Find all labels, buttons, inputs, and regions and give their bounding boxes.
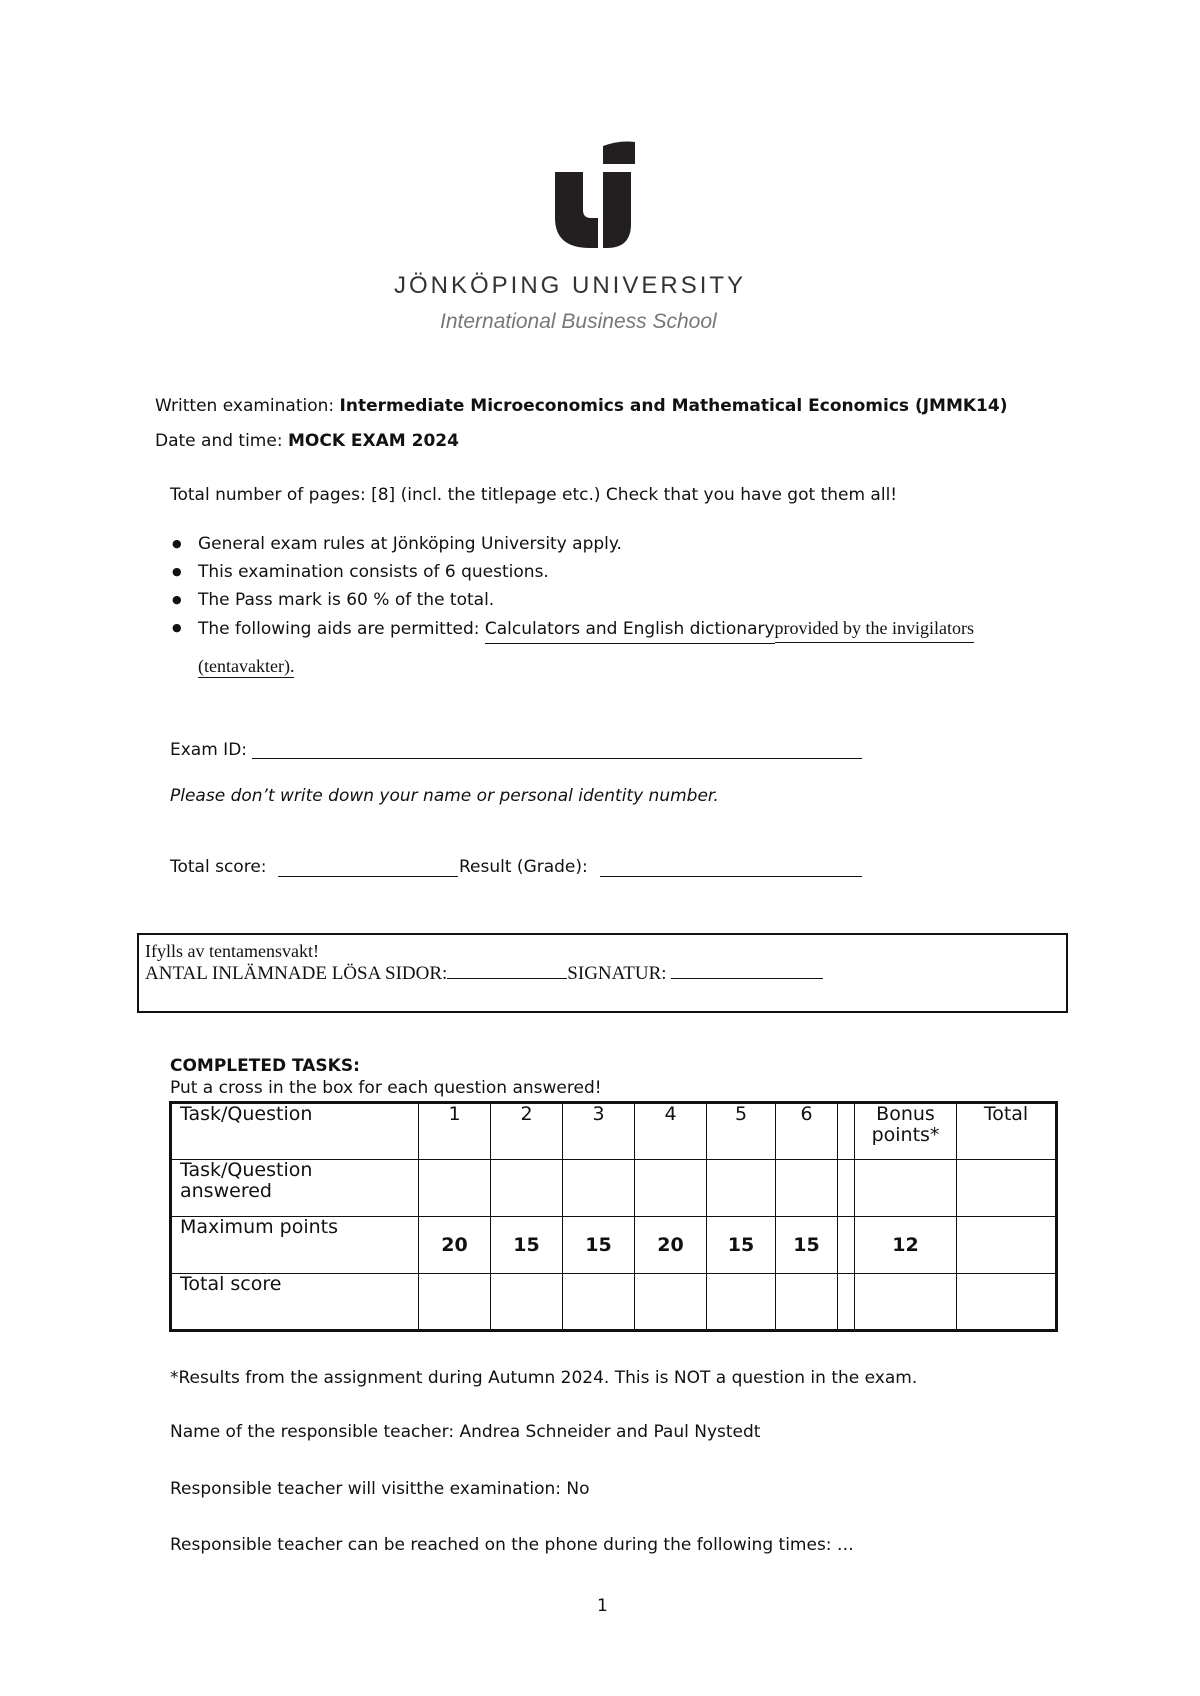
header-q3: 3 [563, 1103, 635, 1160]
rule-item: ● General exam rules at Jönköping University apply. [170, 530, 974, 558]
teacher-phone: Responsible teacher can be reached on the phone during the following times: … [170, 1535, 854, 1555]
spacer-cell [838, 1160, 855, 1217]
score-cell[interactable] [635, 1274, 707, 1331]
invigilator-note: Ifylls av tentamensvakt! [145, 941, 319, 961]
answered-cell[interactable] [957, 1160, 1057, 1217]
loose-pages-label: ANTAL INLÄMNADE LÖSA SIDOR: [145, 963, 448, 984]
score-cell[interactable] [563, 1274, 635, 1331]
completed-tasks-table [169, 1101, 1058, 1332]
exam-title-line [155, 396, 1008, 416]
university-logo-icon [555, 140, 640, 250]
table-row [171, 1103, 1057, 1160]
total-score-label: Total score: [170, 857, 267, 877]
pages-suffix: (incl. the titlepage etc.) Check that you have got them all! [395, 485, 898, 505]
max-q5: 15 [707, 1217, 776, 1274]
loose-pages-field[interactable] [447, 978, 567, 979]
signature-label: SIGNATUR: [567, 963, 672, 984]
aids-part2: provided by the invigilators [775, 614, 974, 643]
answered-cell[interactable] [776, 1160, 838, 1217]
answered-cell[interactable] [855, 1160, 957, 1217]
aids-part1: Calculators and English dictionary [485, 615, 775, 644]
invigilator-box [137, 933, 1068, 1013]
page-number: 1 [597, 1596, 608, 1616]
teacher-visit: Responsible teacher will visitthe examination: No [170, 1479, 590, 1499]
completed-tasks-instruction: Put a cross in the box for each question answered! [170, 1078, 602, 1098]
answered-cell[interactable] [707, 1160, 776, 1217]
rule-item: ● The Pass mark is 60 % of the total. [170, 586, 974, 614]
max-q6: 15 [776, 1217, 838, 1274]
university-name: JÖNKÖPING UNIVERSITY [394, 272, 747, 299]
pages-prefix: Total number of pages: [170, 485, 372, 505]
max-bonus: 12 [855, 1217, 957, 1274]
max-total [957, 1217, 1057, 1274]
score-cell[interactable] [855, 1274, 957, 1331]
spacer-cell [838, 1217, 855, 1274]
max-q3: 15 [563, 1217, 635, 1274]
header-q5: 5 [707, 1103, 776, 1160]
answered-cell[interactable] [635, 1160, 707, 1217]
header-q2: 2 [491, 1103, 563, 1160]
completed-tasks-heading: COMPLETED TASKS: [170, 1056, 360, 1076]
responsible-teacher: Name of the responsible teacher: Andrea Schneider and Paul Nystedt [170, 1422, 761, 1442]
pages-value: [8] [371, 485, 396, 505]
signature-field[interactable] [671, 978, 823, 979]
header-total: Total [957, 1103, 1057, 1160]
aids-part3: (tentavakter). [198, 656, 295, 676]
total-score-field[interactable] [278, 876, 458, 877]
date-value: MOCK EXAM 2024 [287, 431, 459, 451]
rule-item-aids [170, 614, 974, 642]
answered-cell[interactable] [563, 1160, 635, 1217]
exam-label: Written examination: [155, 396, 340, 416]
header-q1: 1 [419, 1103, 491, 1160]
max-q4: 20 [635, 1217, 707, 1274]
answered-cell[interactable] [419, 1160, 491, 1217]
table-row [171, 1274, 1057, 1331]
row-label-answered: Task/Question answered [171, 1160, 419, 1217]
header-q4: 4 [635, 1103, 707, 1160]
header-task-question: Task/Question [171, 1103, 419, 1160]
result-field[interactable] [600, 876, 862, 877]
table-row [171, 1217, 1057, 1274]
invigilator-fields [145, 963, 823, 985]
bonus-note: *Results from the assignment during Autumn 2024. This is NOT a question in the exam. [170, 1368, 918, 1388]
header-bonus: Bonus points* [855, 1103, 957, 1160]
aids-part3-line [198, 656, 294, 678]
row-label-max: Maximum points [171, 1217, 419, 1274]
score-cell[interactable] [419, 1274, 491, 1331]
score-cell[interactable] [491, 1274, 563, 1331]
rule-item: ● This examination consists of 6 questions. [170, 558, 974, 586]
max-q1: 20 [419, 1217, 491, 1274]
pages-line [170, 485, 897, 505]
table-row [171, 1160, 1057, 1217]
exam-id-label: Exam ID: [170, 740, 248, 760]
row-label-total: Total score [171, 1274, 419, 1331]
exam-rules-list [170, 530, 974, 642]
answered-cell[interactable] [491, 1160, 563, 1217]
score-cell[interactable] [776, 1274, 838, 1331]
school-name: International Business School [440, 310, 717, 333]
exam-id-field[interactable] [252, 758, 862, 759]
date-line [155, 431, 459, 451]
score-cell[interactable] [957, 1274, 1057, 1331]
score-cell[interactable] [707, 1274, 776, 1331]
date-label: Date and time: [155, 431, 288, 451]
spacer-cell [838, 1274, 855, 1331]
header-q6: 6 [776, 1103, 838, 1160]
result-label: Result (Grade): [459, 857, 588, 877]
aids-label: The following aids are permitted: [198, 619, 485, 639]
spacer-cell [838, 1103, 855, 1160]
exam-title: Intermediate Microeconomics and Mathematical Economics (JMMK14) [339, 396, 1008, 416]
privacy-note: Please don’t write down your name or personal identity number. [170, 786, 719, 806]
max-q2: 15 [491, 1217, 563, 1274]
